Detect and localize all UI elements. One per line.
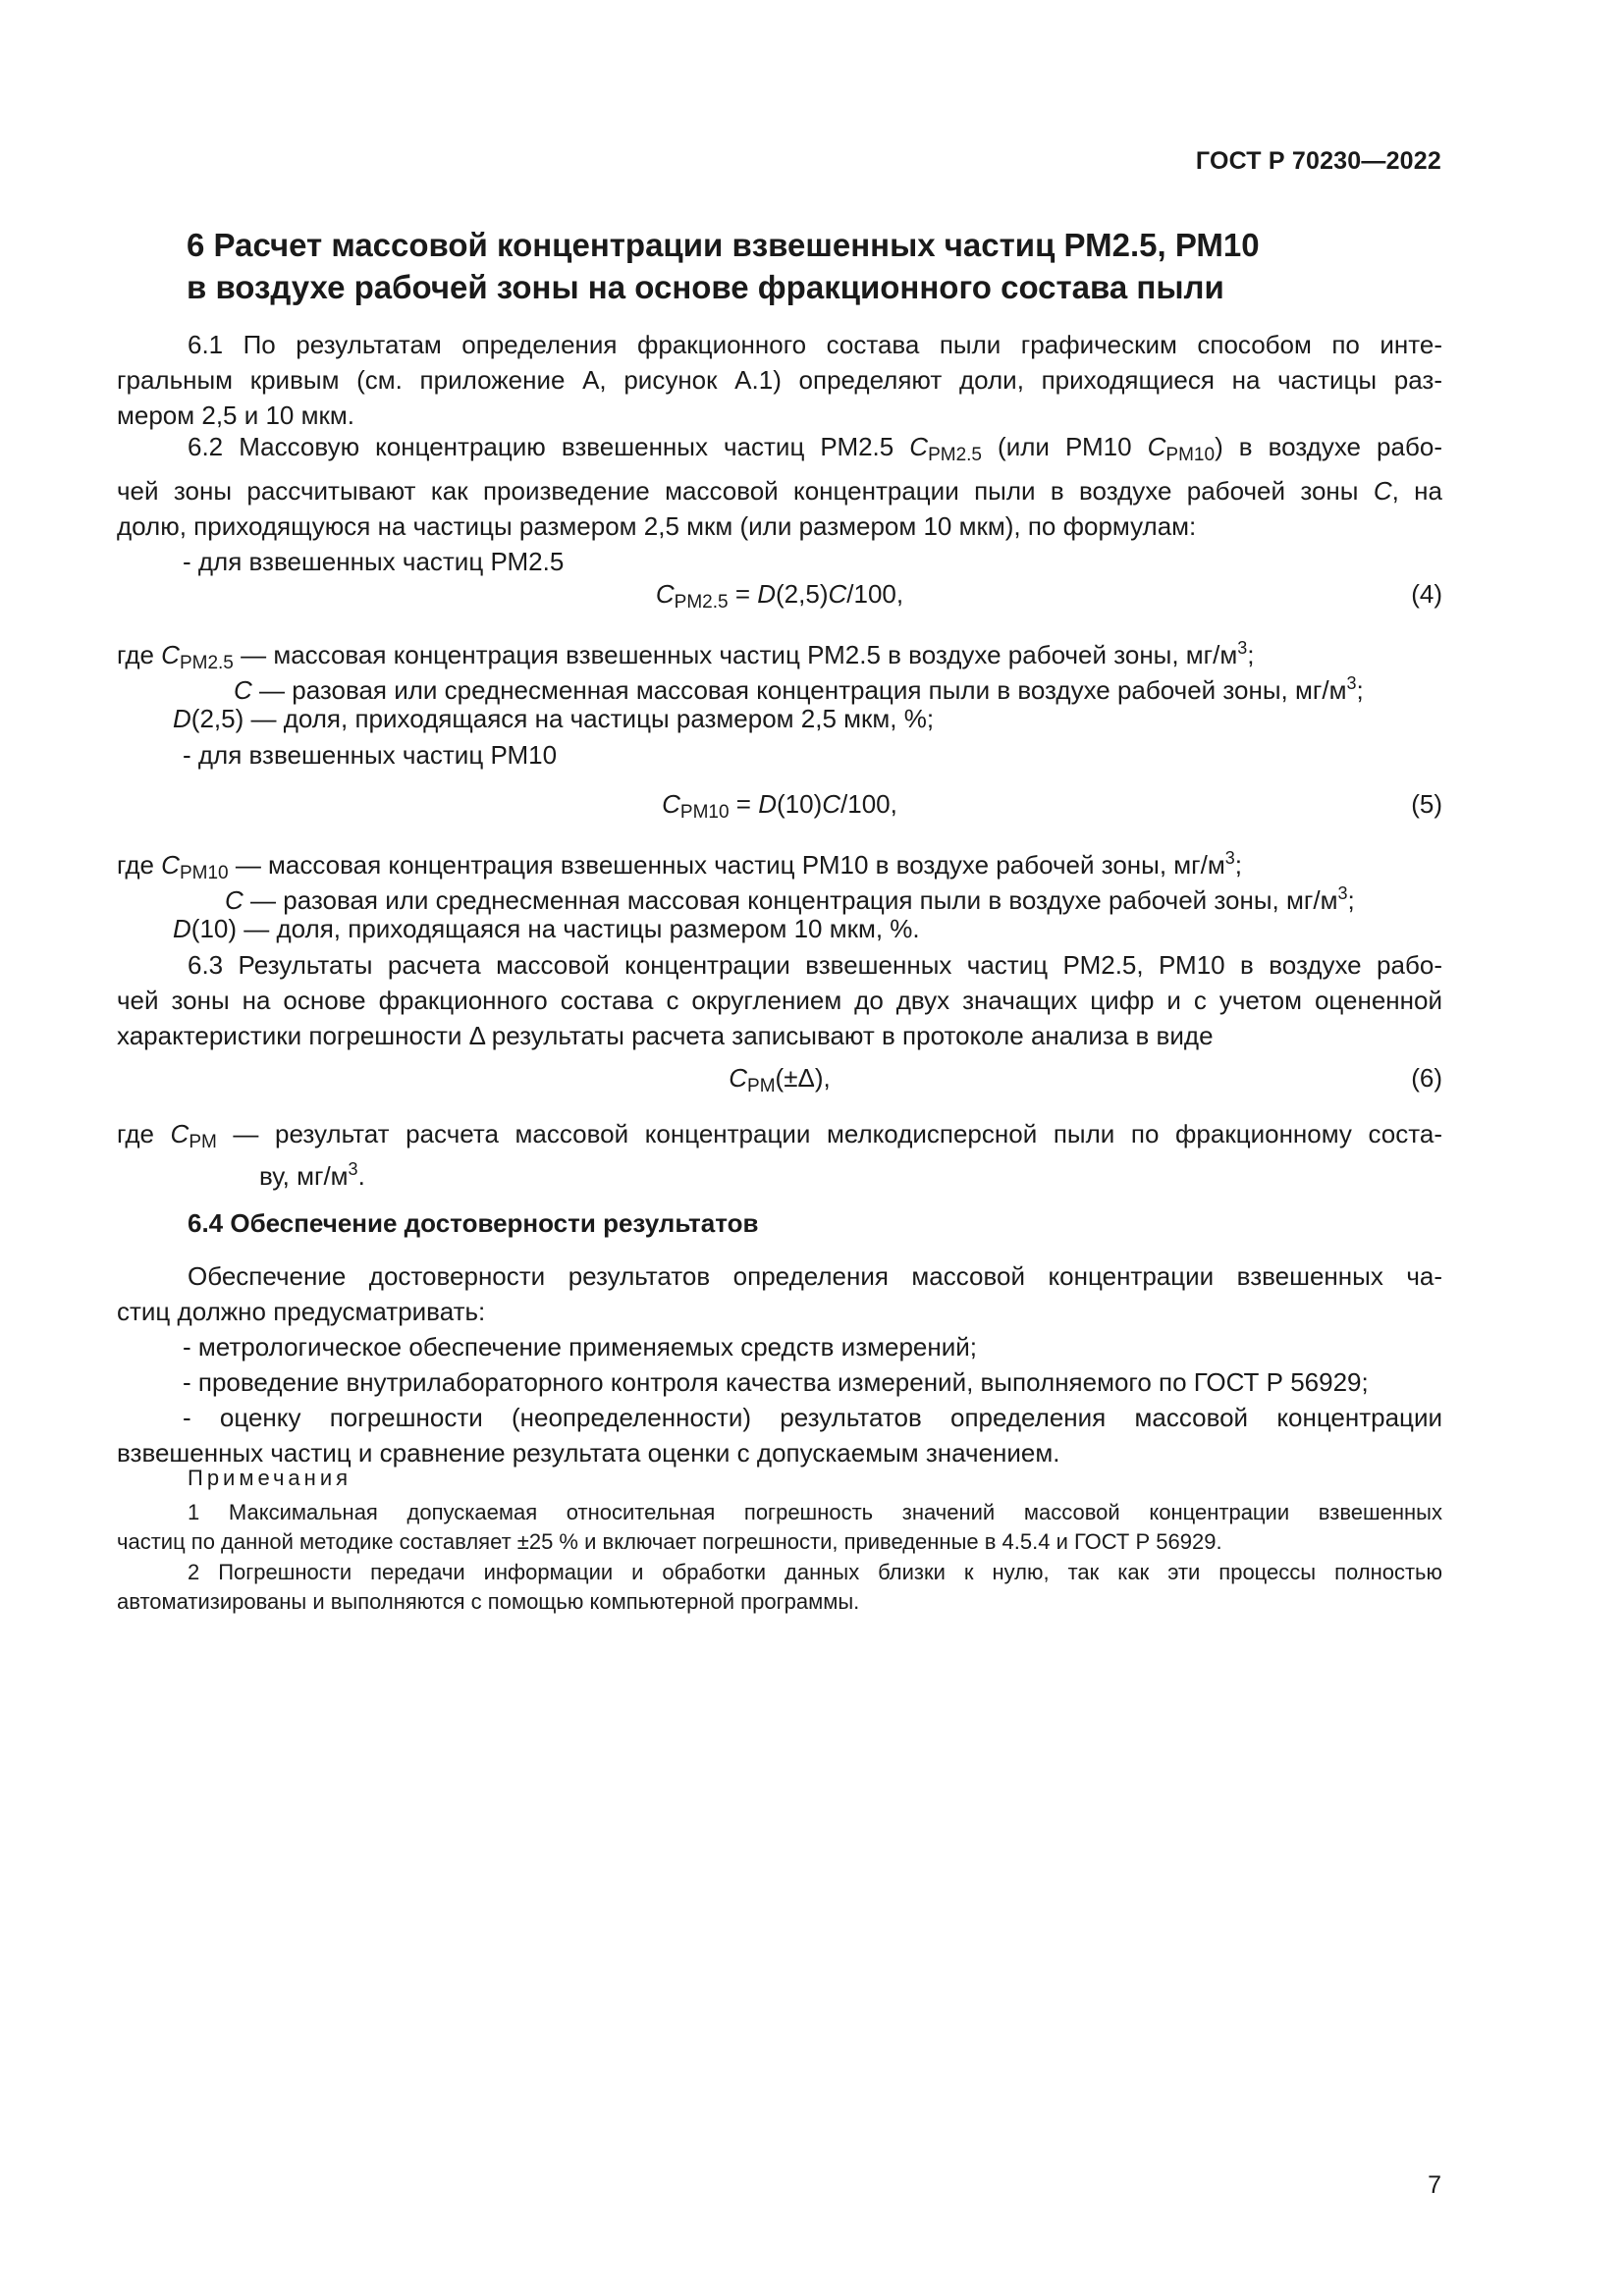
p64-line2: стиц должно предусматривать: bbox=[117, 1297, 486, 1326]
notes-title: Примечания bbox=[188, 1466, 352, 1490]
p61-line1: 6.1 По результатам определения фракционного состава пыли графическим способом по инте- bbox=[188, 330, 1442, 359]
formula-5-number: (5) bbox=[1411, 789, 1442, 819]
bullet-pm10: - для взвешенных частиц РМ10 bbox=[183, 740, 558, 770]
where6-line1: где $C_{PM}$ — результат расчета массовой концентрации мелкодисперсной пыли по фракционному соста- bbox=[117, 1119, 1442, 1152]
where6-line2: ву, $мг/м^3$. bbox=[259, 1159, 365, 1191]
p61-line2: гральным кривым (см. приложение А, рисунок А.1) определяют доли, приходящиеся на частицы раз- bbox=[117, 365, 1442, 395]
where5-d: D(10) — доля, приходящаяся на частицы размером 10 мкм, %. bbox=[173, 914, 920, 943]
where5-c-pm10: где $C_{PM10}$ — массовая концентрация взвешенных частиц РМ10 в воздухе рабочей зоны, $мг/м^3$; bbox=[117, 848, 1243, 883]
bullet-pm25: - для взвешенных частиц РМ2.5 bbox=[183, 547, 565, 576]
note-2-line2: автоматизированы и выполняются с помощью компьютерной программы. bbox=[117, 1589, 860, 1614]
paragraph-6-4 bbox=[117, 1258, 1442, 1470]
where4-c: C — разовая или среднесменная массовая концентрация пыли в воздухе рабочей зоны, $мг/м^3$; bbox=[234, 673, 1364, 705]
p62-line2: чей зоны рассчитывают как произведение массовой концентрации пыли в воздухе рабочей зоны C, на bbox=[117, 476, 1442, 506]
formula-4-expression: $C_{PM2.5} = D(2,5)C/100$, bbox=[655, 579, 904, 613]
p64-item3-line2: взвешенных частиц и сравнение результата оценки с допускаемым значением. bbox=[117, 1438, 1060, 1468]
document-code: ГОСТ Р 70230—2022 bbox=[1195, 147, 1441, 175]
note-2-line1: 2 Погрешности передачи информации и обработки данных близки к нулю, так как эти процессы полностью bbox=[188, 1560, 1442, 1584]
p62-line3: долю, приходящуюся на частицы размером 2,5 мкм (или размером 10 мкм), по формулам: bbox=[117, 511, 1197, 541]
section-6-title bbox=[187, 224, 1443, 308]
p64-line1: Обеспечение достоверности результатов определения массовой концентрации взвешенных ча- bbox=[188, 1261, 1442, 1291]
page-number: 7 bbox=[1428, 2171, 1441, 2199]
section-6-title-line2: в воздухе рабочей зоны на основе фракционного состава пыли bbox=[187, 269, 1224, 305]
paragraph-6-2 bbox=[117, 429, 1442, 579]
note-2 bbox=[117, 1558, 1442, 1617]
p63-line2: чей зоны на основе фракционного состава с округлением до двух значащих цифр и с учетом оцененной bbox=[117, 986, 1442, 1015]
note-1 bbox=[117, 1498, 1442, 1557]
p61-line3: мером 2,5 и 10 мкм. bbox=[117, 400, 354, 430]
paragraph-6-3 bbox=[117, 947, 1442, 1053]
p63-line1: 6.3 Результаты расчета массовой концентрации взвешенных частиц РМ2.5, РМ10 в воздухе рабо- bbox=[188, 950, 1442, 980]
formula-4-number: (4) bbox=[1411, 579, 1442, 609]
formula-6-expression: $C_{PM}(\pm\Delta)$, bbox=[729, 1063, 831, 1096]
where4-d: D(2,5) — доля, приходящаяся на частицы размером 2,5 мкм, %; bbox=[173, 704, 935, 733]
p64-item2: - проведение внутрилабораторного контроля качества измерений, выполняемого по ГОСТ Р 56929; bbox=[183, 1367, 1369, 1397]
note-1-line2: частиц по данной методике составляет ±25 % и включает погрешности, приведенные в 4.5.4 и ГОСТ Р 56929. bbox=[117, 1529, 1222, 1554]
p64-item1: - метрологическое обеспечение применяемых средств измерений; bbox=[183, 1332, 977, 1362]
note-1-line1: 1 Максимальная допускаемая относительная погрешность значений массовой концентрации взвешенных bbox=[188, 1500, 1442, 1524]
where4-c-pm25: где $C_{PM2.5}$ — массовая концентрация взвешенных частиц РМ2.5 в воздухе рабочей зоны, $мг/м^3$; bbox=[117, 638, 1255, 673]
paragraph-6-1 bbox=[117, 327, 1442, 433]
where5-c: C — разовая или среднесменная массовая концентрация пыли в воздухе рабочей зоны, $мг/м^3$; bbox=[225, 883, 1355, 915]
p64-item3-line1: - оценку погрешности (неопределенности) результатов определения массовой концентрации bbox=[183, 1403, 1442, 1432]
section-6-4-title: 6.4 Обеспечение достоверности результатов bbox=[188, 1208, 759, 1238]
section-6-title-line1: 6 Расчет массовой концентрации взвешенных частиц РМ2.5, РМ10 bbox=[187, 227, 1260, 263]
p63-line3: характеристики погрешности Δ результаты расчета записывают в протоколе анализа в виде bbox=[117, 1021, 1214, 1050]
formula-6-number: (6) bbox=[1411, 1063, 1442, 1093]
formula-5-expression: $C_{PM10} = D(10)C/100$, bbox=[662, 789, 897, 823]
p62-line1: 6.2 Массовую концентрацию взвешенных частиц РМ2.5 $C_{PM2.5}$ (или РМ10 $C_{PM10}$) в воздухе рабо- bbox=[188, 432, 1442, 465]
